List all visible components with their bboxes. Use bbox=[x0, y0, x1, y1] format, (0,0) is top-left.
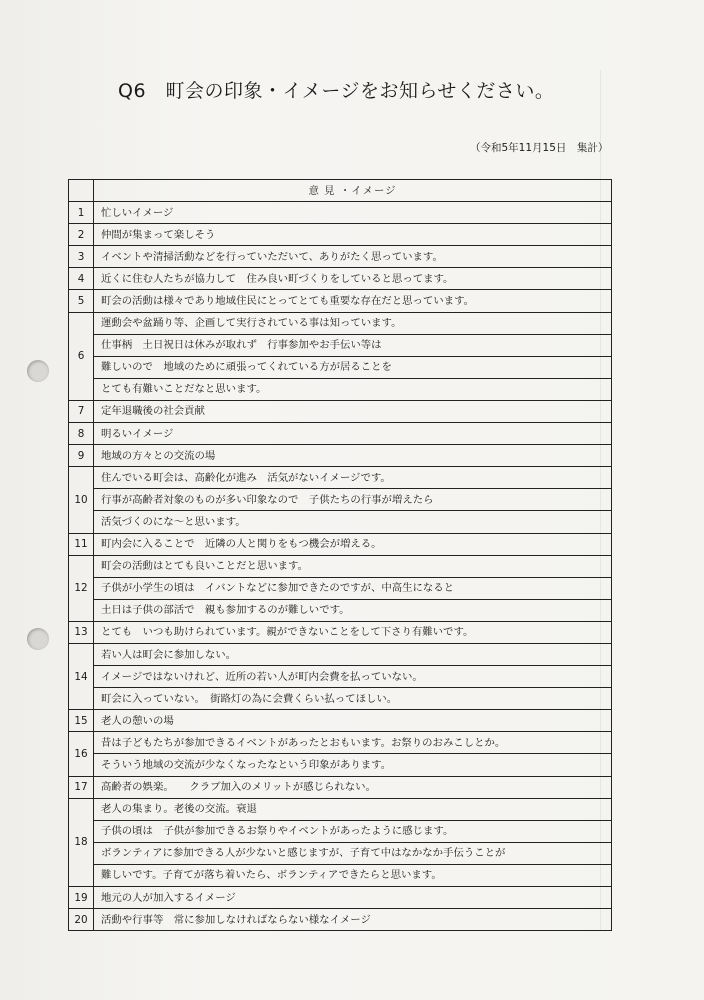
opinion-text: 活動や行事等 常に参加しなければならない様なイメージ bbox=[94, 909, 612, 931]
tally-date: （令和5年11月15日 集計） bbox=[470, 142, 609, 154]
opinion-text: 定年退職後の社会貢献 bbox=[94, 400, 612, 422]
opinion-text: 町会の活動はとても良いことだと思います。 bbox=[94, 555, 612, 577]
opinion-text: そういう地域の交流が少なくなったなという印象があります。 bbox=[94, 754, 612, 776]
opinion-text: 仕事柄 土日祝日は休みが取れず 行事参加やお手伝い等は bbox=[94, 334, 612, 356]
row-number: 20 bbox=[69, 909, 94, 931]
row-number: 6 bbox=[69, 312, 94, 400]
opinion-text: 近くに住む人たちが協力して 住み良い町づくりをしていると思ってます。 bbox=[94, 268, 612, 290]
table-row bbox=[69, 423, 612, 445]
opinion-text: 町会に入っていない。 街路灯の為に会費くらい払ってほしい。 bbox=[94, 688, 612, 710]
table-row bbox=[69, 842, 612, 864]
row-number: 5 bbox=[69, 290, 94, 312]
table-row bbox=[69, 489, 612, 511]
table-row bbox=[69, 268, 612, 290]
table-row bbox=[69, 798, 612, 820]
opinion-text: 難しいので 地域のために頑張ってくれている方が居ることを bbox=[94, 356, 612, 378]
opinion-text: 高齢者の娯楽。 クラブ加入のメリットが感じられない。 bbox=[94, 776, 612, 798]
table-row bbox=[69, 533, 612, 555]
table-header-row bbox=[69, 180, 612, 202]
table-row bbox=[69, 599, 612, 621]
opinion-text: 明るいイメージ bbox=[94, 423, 612, 445]
table-row bbox=[69, 290, 612, 312]
table-row bbox=[69, 621, 612, 643]
opinion-text: 地元の人が加入するイメージ bbox=[94, 887, 612, 909]
table-row bbox=[69, 776, 612, 798]
page-title: Q6 町会の印象・イメージをお知らせください。 bbox=[118, 80, 555, 102]
opinion-text: 行事が高齢者対象のものが多い印象なので 子供たちの行事が増えたら bbox=[94, 489, 612, 511]
row-number: 10 bbox=[69, 467, 94, 533]
opinion-text: 昔は子どもたちが参加できるイベントがあったとおもいます。お祭りのおみこしとか。 bbox=[94, 732, 612, 754]
table-row bbox=[69, 643, 612, 665]
opinion-text: 運動会や盆踊り等、企画して実行されている事は知っています。 bbox=[94, 312, 612, 334]
table-row bbox=[69, 754, 612, 776]
opinion-text: 住んでいる町会は、高齢化が進み 活気がないイメージです。 bbox=[94, 467, 612, 489]
row-number: 16 bbox=[69, 732, 94, 776]
opinion-text: 老人の集まり。老後の交流。衰退 bbox=[94, 798, 612, 820]
table-row bbox=[69, 246, 612, 268]
header-opinion-cell: 意 見 ・イメージ bbox=[94, 180, 612, 202]
row-number: 17 bbox=[69, 776, 94, 798]
row-number: 11 bbox=[69, 533, 94, 555]
opinion-text: 町会の活動は様々であり地域住民にとってとても重要な存在だと思っています。 bbox=[94, 290, 612, 312]
punch-hole-bottom bbox=[27, 628, 49, 650]
punch-hole-top bbox=[27, 360, 49, 382]
row-number: 18 bbox=[69, 798, 94, 886]
opinion-text: 地域の方々との交流の場 bbox=[94, 445, 612, 467]
opinion-text: 子供の頃は 子供が参加できるお祭りやイベントがあったように感じます。 bbox=[94, 820, 612, 842]
opinion-text: 難しいです。子育てが落ち着いたら、ボランティアできたらと思います。 bbox=[94, 864, 612, 886]
opinion-text: 活気づくのにな〜と思います。 bbox=[94, 511, 612, 533]
table-row bbox=[69, 202, 612, 224]
row-number: 19 bbox=[69, 887, 94, 909]
table-row bbox=[69, 400, 612, 422]
table-row bbox=[69, 909, 612, 931]
table-row bbox=[69, 732, 612, 754]
row-number: 1 bbox=[69, 202, 94, 224]
table-row bbox=[69, 864, 612, 886]
opinion-text: イベントや清掃活動などを行っていただいて、ありがたく思っています。 bbox=[94, 246, 612, 268]
table-row bbox=[69, 666, 612, 688]
opinion-table bbox=[68, 179, 612, 931]
table-row bbox=[69, 312, 612, 334]
table-row bbox=[69, 820, 612, 842]
table-row bbox=[69, 378, 612, 400]
table-row bbox=[69, 887, 612, 909]
bleed-through-shadow bbox=[600, 70, 681, 930]
table-row bbox=[69, 467, 612, 489]
opinion-text: ボランティアに参加できる人が少ないと感じますが、子育て中はなかなか手伝うことが bbox=[94, 842, 612, 864]
row-number: 13 bbox=[69, 621, 94, 643]
opinion-text: イメージではないけれど、近所の若い人が町内会費を払っていない。 bbox=[94, 666, 612, 688]
opinion-text: とても いつも助けられています。親ができないことをして下さり有難いです。 bbox=[94, 621, 612, 643]
opinion-text: 若い人は町会に参加しない。 bbox=[94, 643, 612, 665]
opinion-text: 町内会に入ることで 近隣の人と関りをもつ機会が増える。 bbox=[94, 533, 612, 555]
table-row bbox=[69, 445, 612, 467]
table-row bbox=[69, 511, 612, 533]
table-row bbox=[69, 577, 612, 599]
table-row bbox=[69, 710, 612, 732]
row-number: 2 bbox=[69, 224, 94, 246]
opinion-text: 土日は子供の部活で 親も参加するのが難しいです。 bbox=[94, 599, 612, 621]
row-number: 7 bbox=[69, 400, 94, 422]
table-row bbox=[69, 688, 612, 710]
opinion-text: 仲間が集まって楽しそう bbox=[94, 224, 612, 246]
opinion-text: 忙しいイメージ bbox=[94, 202, 612, 224]
table-row bbox=[69, 224, 612, 246]
opinion-text: 老人の憩いの場 bbox=[94, 710, 612, 732]
row-number: 4 bbox=[69, 268, 94, 290]
table-row bbox=[69, 356, 612, 378]
row-number: 14 bbox=[69, 643, 94, 709]
table-body bbox=[69, 202, 612, 931]
row-number: 12 bbox=[69, 555, 94, 621]
table-row bbox=[69, 334, 612, 356]
opinion-text: 子供が小学生の頃は イバントなどに参加できたのですが、中高生になると bbox=[94, 577, 612, 599]
row-number: 9 bbox=[69, 445, 94, 467]
row-number: 8 bbox=[69, 423, 94, 445]
opinion-text: とても有難いことだなと思います。 bbox=[94, 378, 612, 400]
row-number: 3 bbox=[69, 246, 94, 268]
header-num-cell bbox=[69, 180, 94, 202]
table-row bbox=[69, 555, 612, 577]
row-number: 15 bbox=[69, 710, 94, 732]
